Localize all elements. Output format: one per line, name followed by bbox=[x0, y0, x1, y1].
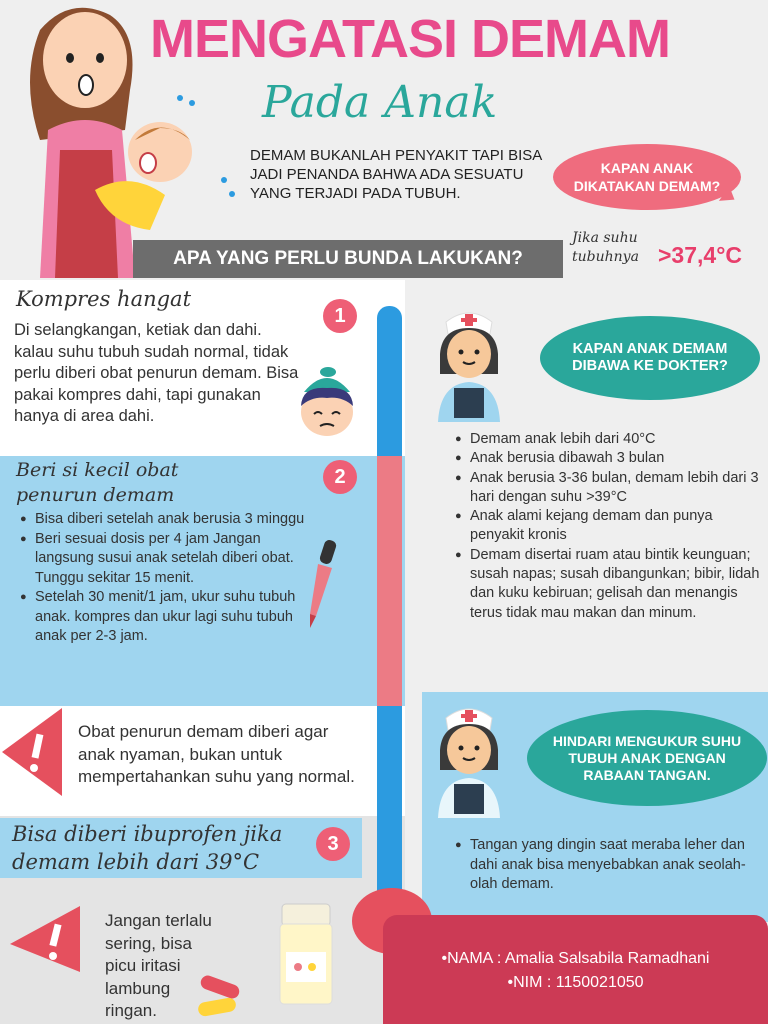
step2-number: 2 bbox=[323, 460, 357, 494]
warning1-text: Obat penurun demam diberi agar anak nyaman, bukan untuk mempertahankan suhu yang normal. bbox=[78, 722, 355, 786]
warning2-text: Jangan terlalu sering, bisa picu iritasi lambung ringan. bbox=[105, 911, 212, 1020]
list-item: ● Setelah 30 menit/1 jam, ukur suhu tubuh anak. kompres dan ukur lagi suhu tubuh anak per 2-3 jam. bbox=[20, 588, 305, 647]
step2-list bbox=[20, 510, 305, 647]
step2-heading: Beri si kecil obat penurun demam bbox=[16, 459, 179, 506]
author-card bbox=[383, 915, 768, 1024]
warning-icon bbox=[8, 904, 84, 974]
list-item: ● Anak alami kejang demam dan punya penyakit kronis bbox=[455, 507, 760, 546]
step1-heading: Kompres hangat bbox=[16, 287, 192, 311]
thermometer-bottom bbox=[377, 706, 402, 906]
step1-text: Di selangkangan, ketiak dan dahi. kalau suhu tubuh sudah normal, tidak perlu diberi obat penurun demam. Bisa pakai kompres dahi, tapi gunakan hanya di area dahi. bbox=[14, 321, 299, 425]
author-nim: •NIM : 1150021050 bbox=[507, 974, 644, 991]
intro-text: DEMAM BUKANLAH PENYAKIT TAPI BISA JADI PENANDA BAHWA ADA SESUATU YANG TERJADI PADA TUBUH. bbox=[250, 147, 542, 202]
nurse-icon bbox=[432, 700, 506, 818]
step1-number: 1 bbox=[323, 299, 357, 333]
dropper-icon bbox=[298, 538, 342, 630]
page-title: MENGATASI DEMAM bbox=[150, 9, 670, 69]
list-item: ● Bisa diberi setelah anak berusia 3 minggu bbox=[20, 510, 305, 530]
pill-icon bbox=[196, 974, 246, 1020]
list-item: ● Demam disertai ruam atau bintik keunguan; susah napas; susah dibangunkan; bibir, lidah dan kuku kebiruan; gelisah dan menangis terus tidak mau makan dan minum. bbox=[455, 546, 760, 623]
question-bubble: KAPAN ANAK DIKATAKAN DEMAM? bbox=[553, 144, 741, 210]
temp-value: >37,4°C bbox=[658, 242, 743, 268]
sick-child-icon bbox=[292, 364, 362, 440]
nurse-icon bbox=[432, 304, 506, 422]
list-item: ● Demam anak lebih dari 40°C bbox=[455, 430, 760, 449]
doctor-bubble: KAPAN ANAK DEMAM DIBAWA KE DOKTER? bbox=[540, 316, 760, 400]
list-item: ● Tangan yang dingin saat meraba leher dan dahi anak bisa menyebabkan anak seolah-olah demam. bbox=[455, 836, 755, 895]
step3-number: 3 bbox=[316, 827, 350, 861]
section-banner: APA YANG PERLU BUNDA LAKUKAN? bbox=[133, 240, 563, 278]
temp-note: Jika suhu tubuhnya bbox=[572, 230, 639, 265]
thermometer-top bbox=[377, 306, 402, 456]
list-item: ● Beri sesuai dosis per 4 jam Jangan langsung susui anak setelah diberi obat. Tunggu sekitar 15 menit. bbox=[20, 530, 305, 589]
page-subtitle: Pada Anak bbox=[262, 77, 498, 128]
avoid-list bbox=[455, 836, 755, 895]
thermometer-middle bbox=[377, 456, 402, 706]
avoid-bubble: HINDARI MENGUKUR SUHU TUBUH ANAK DENGAN RABAAN TANGAN. bbox=[527, 710, 767, 806]
warning-icon bbox=[0, 706, 66, 798]
step3-heading: Bisa diberi ibuprofen jika demam lebih dari 39°C bbox=[12, 822, 283, 874]
medicine-bottle-icon bbox=[278, 902, 334, 1006]
list-item: ● Anak berusia dibawah 3 bulan bbox=[455, 449, 760, 468]
list-item: ● Anak berusia 3-36 bulan, demam lebih dari 3 hari dengan suhu >39°C bbox=[455, 469, 760, 508]
doctor-list bbox=[455, 430, 760, 623]
author-name: •NAMA : Amalia Salsabila Ramadhani bbox=[441, 950, 710, 967]
